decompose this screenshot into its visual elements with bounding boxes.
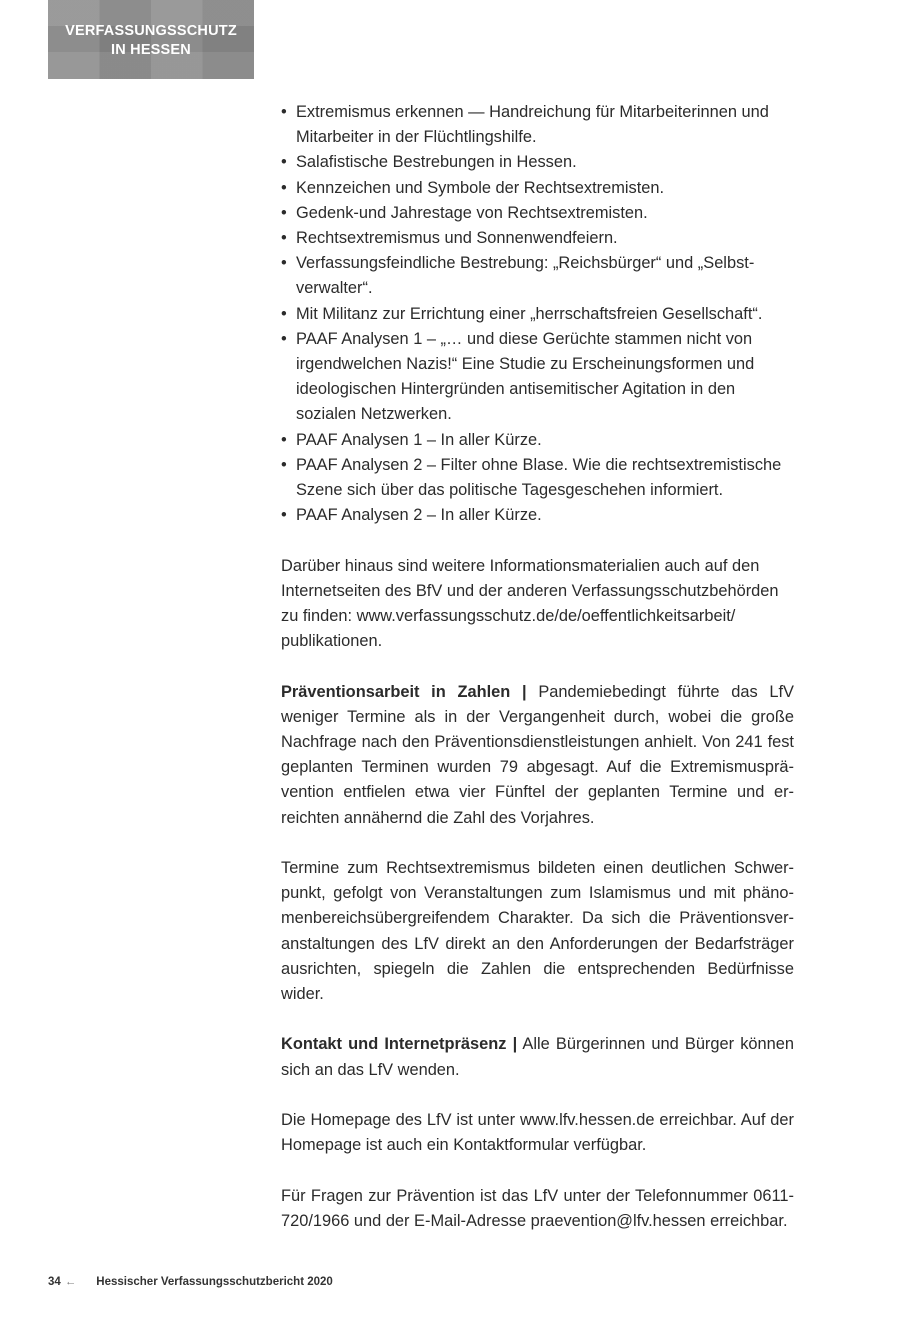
list-item: • Extremismus erkennen — Handreichung für Mitarbeiterinnen und Mitarbeiter in der Flüchtlingshilfe.	[281, 100, 794, 150]
bullet-icon: •	[281, 329, 287, 348]
bullet-icon: •	[281, 455, 287, 474]
page-number: 34	[48, 1276, 61, 1288]
fragen-paragraph: Für Fragen zur Prävention ist das LfV unter der Telefonnummer 0611-720/1966 und der E-Mail-Adresse praevention@lfv.hessen erreichbar.	[281, 1186, 794, 1230]
bullet-icon: •	[281, 103, 287, 121]
more-info-paragraph: Darüber hinaus sind weitere Informationsmaterialien auch auf den Internetseiten des BfV und der anderen Verfassungsschutzbehörden zu finden: www.verfassungsschutz.de/de/oeffentlichkeitsarbeit/ publikationen.	[281, 556, 779, 651]
publication-list	[281, 100, 794, 528]
praevention-text: Pandemiebedingt führte das LfV weniger Termine als in der Vergangenheit durch, wobei die große Nachfrage nach den Präventionsdienstleistungen anhielt. Von 241 fest geplanten Terminen wurden 79 abgesagt. Auf die Extremismusprävention entfielen etwa vier Fünftel der geplanten Termine und erreichten annähernd die Zahl des Vorjahres.	[281, 682, 794, 827]
praevention-paragraph	[281, 680, 794, 831]
page-footer	[48, 1276, 333, 1288]
bullet-icon: •	[281, 254, 287, 273]
termine-paragraph: Termine zum Rechtsextremismus bildeten einen deutlichen Schwerpunkt, gefolgt von Veranstaltungen zum Islamismus und mit phänomenbereichsübergreifendem Charakter. Da sich die Präventionsveranstaltungen des LfV direkt an den Anforderungen der Bedarfsträger ausrichten, spiegeln die Zahlen die entsprechenden Bedürfnisse wider.	[281, 859, 794, 1004]
list-item: • Verfassungsfeindliche Bestrebung: „Reichsbürger“ und „Selbstverwalter“.	[281, 251, 794, 301]
bullet-icon: •	[281, 153, 287, 172]
homepage-paragraph: Die Homepage des LfV ist unter www.lfv.hessen.de erreichbar. Auf der Homepage ist auch ein Kontaktformular verfügbar.	[281, 1111, 794, 1155]
list-item: • Rechtsextremismus und Sonnenwendfeiern.	[281, 226, 794, 251]
section-badge	[48, 0, 254, 79]
list-item: • PAAF Analysen 2 – In aller Kürze.	[281, 503, 794, 528]
list-item: • Gedenk-und Jahrestage von Rechtsextremisten.	[281, 201, 794, 226]
kontakt-text: Alle Bürgerinnen und Bürger können sich an das LfV wenden.	[281, 1035, 795, 1079]
main-content	[281, 100, 794, 1234]
section-badge-line2: IN HESSEN	[111, 41, 191, 58]
list-item: • PAAF Analysen 2 – Filter ohne Blase. Wie die rechtsextremistische Szene sich über das politische Tagesgeschehen informiert.	[281, 453, 794, 503]
list-item: • Mit Militanz zur Errichtung einer „herrschaftsfreien Gesellschaft“.	[281, 302, 794, 327]
kontakt-paragraph	[281, 1032, 794, 1082]
praevention-heading: Präventionsarbeit in Zahlen |	[281, 682, 527, 701]
report-title: Hessischer Verfassungsschutzbericht 2020	[96, 1276, 333, 1288]
bullet-icon: •	[281, 203, 287, 222]
bullet-icon: •	[281, 506, 287, 525]
bullet-icon: •	[281, 178, 287, 197]
list-item: • PAAF Analysen 1 – In aller Kürze.	[281, 428, 794, 453]
bullet-icon: •	[281, 304, 287, 323]
kontakt-heading: Kontakt und Internetpräsenz |	[281, 1035, 518, 1054]
list-item: • Kennzeichen und Symbole der Rechtsextremisten.	[281, 176, 794, 201]
list-item: • Salafistische Bestrebungen in Hessen.	[281, 150, 794, 175]
bullet-icon: •	[281, 430, 287, 449]
bullet-icon: •	[281, 229, 287, 248]
list-item: • PAAF Analysen 1 – „… und diese Gerüchte stammen nicht von irgendwelchen Nazis!“ Eine Studie zu Erscheinungsformen und ideologischen Hintergründen antisemitischer Agitation in den sozialen Netzwerken.	[281, 327, 794, 428]
arrow-left-icon: ←	[64, 1276, 77, 1288]
section-badge-line1: VERFASSUNGSSCHUTZ	[65, 22, 237, 39]
